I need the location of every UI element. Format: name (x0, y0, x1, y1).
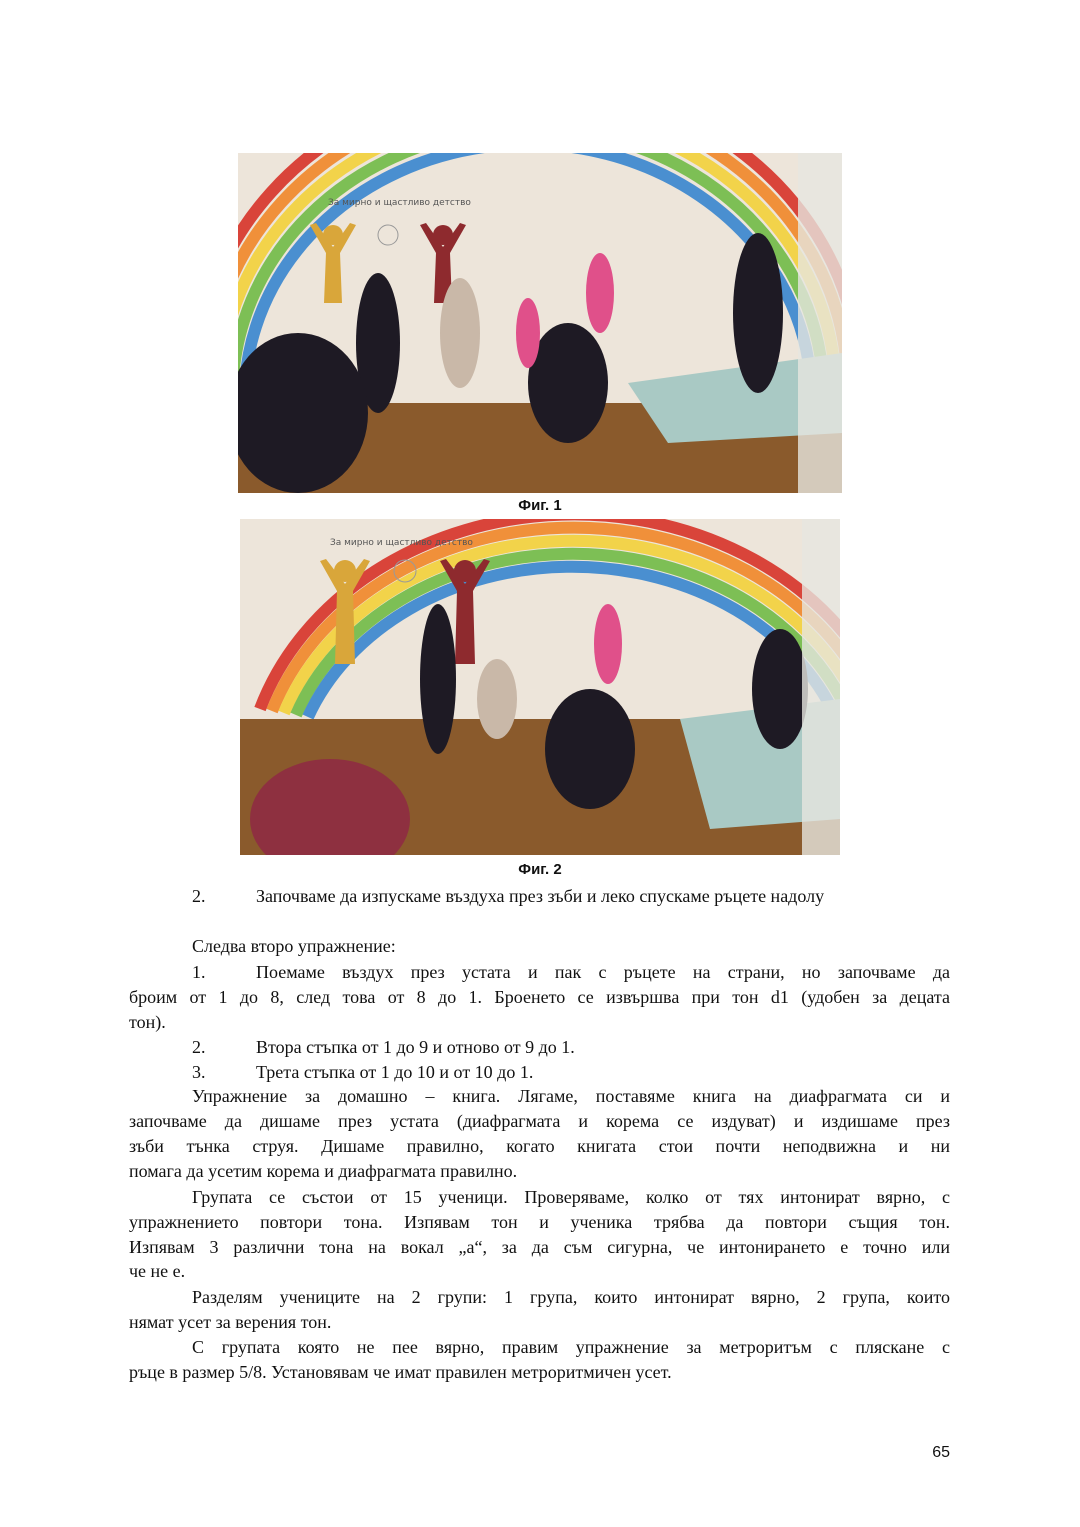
classroom-photo-1 (238, 153, 842, 493)
split-line-1: Разделям учениците на 2 групи: 1 група, които интонират вярно, 2 група, които (192, 1287, 950, 1307)
figure-2-caption: Фиг. 2 (518, 861, 562, 878)
homework-line-2: започваме да дишаме през устата (диафрагмата и корема се издуват) и издишаме през (129, 1111, 950, 1131)
classroom-photo-2 (240, 519, 840, 855)
exercise-1-line-3: тон). (129, 1012, 166, 1032)
split-line-2: нямат усет за верения тон. (129, 1312, 332, 1332)
exercise-2-number: 2. (192, 1037, 206, 1057)
page-number: 65 (932, 1444, 950, 1461)
group-line-3: Изпявам 3 различни тона на вокал „а“, за да съм сигурна, че интонирането е точно или (129, 1237, 950, 1257)
homework-line-1: Упражнение за домашно – книга. Лягаме, поставяме книга на диафрагмата си и (192, 1086, 950, 1106)
step-2-number: 2. (192, 886, 206, 906)
wall-slogan: За мирно и щастливо детство (328, 198, 471, 208)
group-line-2: упражнението повтори тона. Изпявам тон и ученика трябва да повтори същия тон. (129, 1212, 950, 1232)
group-line-4: че не е. (129, 1261, 186, 1281)
exercise-3-number: 3. (192, 1062, 206, 1082)
figure-2-photo (240, 519, 840, 855)
second-exercise-heading: Следва второ упражнение: (192, 936, 396, 956)
exercise-3-text: Трета стъпка от 1 до 10 и от 10 до 1. (256, 1062, 534, 1082)
homework-line-4: помага да усетим корема и диафрагмата правилно. (129, 1161, 518, 1181)
rhythm-line-1: С групата която не пее вярно, правим упражнение за метроритъм с пляскане с (192, 1337, 950, 1357)
exercise-1-line-1: Поемаме въздух през устата и пак с ръцете на страни, но започваме да (256, 962, 950, 982)
exercise-2-text: Втора стъпка от 1 до 9 и отново от 9 до 1. (256, 1037, 575, 1057)
wall-slogan: За мирно и щастливо детство (330, 538, 473, 548)
step-2-text: Започваме да изпускаме въздуха през зъби и леко спускаме ръцете надолу (256, 886, 825, 906)
figure-1-photo (238, 153, 842, 493)
exercise-1-number: 1. (192, 962, 206, 982)
figure-1-caption: Фиг. 1 (518, 497, 562, 514)
rhythm-line-2: ръце в размер 5/8. Установявам че имат правилен метроритмичен усет. (129, 1362, 672, 1382)
group-line-1: Групата се състои от 15 ученици. Проверяваме, колко от тях интонират вярно, с (192, 1187, 950, 1207)
homework-line-3: зъби тънка струя. Дишаме правилно, когато книгата стои почти неподвижна и ни (129, 1136, 950, 1156)
exercise-1-line-2: броим от 1 до 8, след това от 8 до 1. Броенето се извършва при тон d1 (удобен за децата (129, 987, 950, 1007)
